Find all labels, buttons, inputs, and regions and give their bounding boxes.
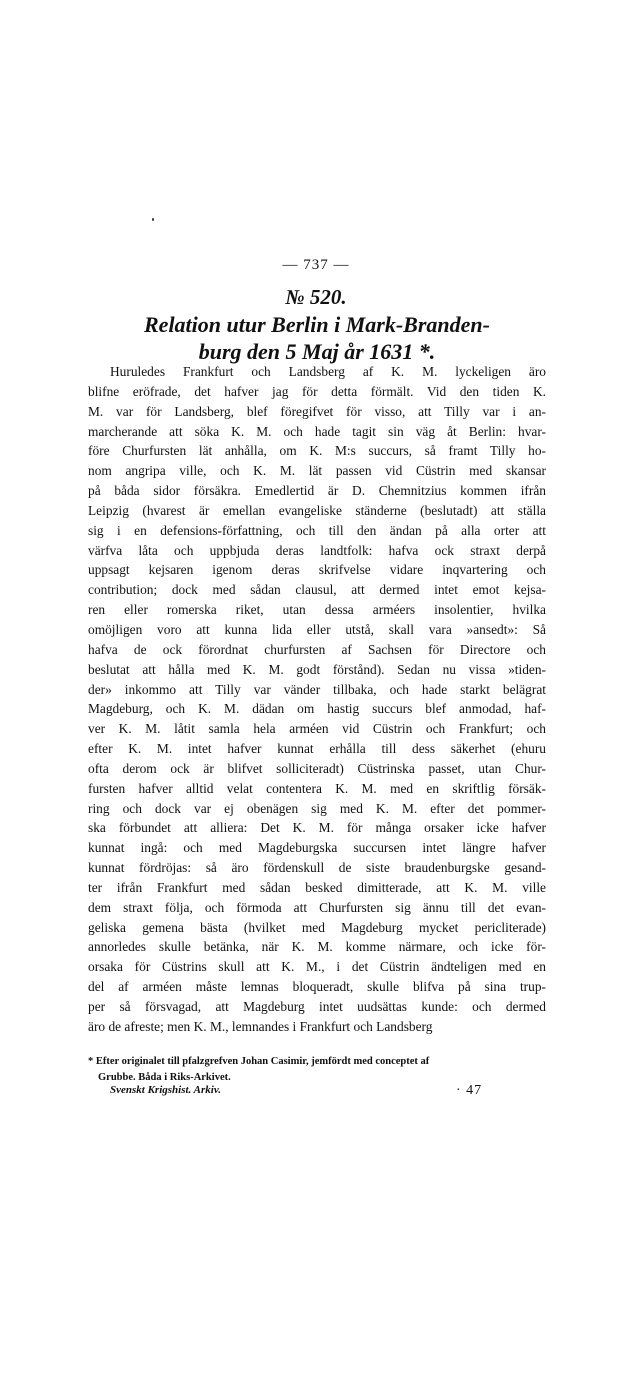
body-line: der» inkommo att Tilly var vänder tillbaka, och hade starkt belägrat [88,681,546,697]
body-line: äro de afreste; men K. M., lemnandes i Frankfurt och Landsberg [88,1018,433,1034]
body-line: fursten hafver alltid velat contentera K. M. med en skriftlig försäk- [88,780,546,796]
body-line: kunnat fördröjas: så äro fördenskull de siste braudenburgske gesand- [88,860,546,876]
footnote-line: Grubbe. Båda i Riks-Arkivet. [98,1072,231,1083]
body-line: marcherande att söka K. M. och hade tagit sin väg åt Berlin: hvar- [88,423,546,439]
sheet-signature: Svenskt Krigshist. Arkiv. [110,1084,222,1096]
heading-line: burg den 5 Maj år 1631 *. [198,339,436,364]
ink-speck [152,218,154,221]
body-line: på båda sidor försäkra. Emedlertid är D. Chemnitzius kommen ifrån [88,483,546,499]
body-line: annorledes skulle betänka, när K. M. komme närmare, och icke för- [88,939,546,955]
body-line: M. var för Landsberg, blef föregifvet för visso, att Tilly var i an- [88,403,546,419]
body-line: uppsagt kejsaren igenom deras skrifvelse vidare inqvartering och [88,562,546,578]
body-line: contribution; dock med sådan clausul, att dermed intet emot kejsa- [88,582,546,598]
body-line: ren eller romerska riket, utan dessa arméers insolentier, hvilka [88,602,546,618]
body-text [88,362,546,1037]
body-line: del af arméen måste lemnas bloqueradt, skulle blifva på sina trup- [88,979,546,995]
body-line: före Churfursten lät anhålla, om K. M:s succurs, så framt Tilly ho- [88,443,546,459]
heading-line: Relation utur Berlin i Mark-Branden- [144,312,490,337]
body-line: sig i en defensions-författning, och till den ändan på alla orter att [88,522,546,538]
body-line: dem straxt följa, och förmoda att Churfursten sig ännu till det evan- [88,899,546,915]
footnote-line: * Efter originalet till pfalzgrefven Johan Casimir, jemfördt med conceptet af [88,1056,430,1067]
body-line: orsaka för Cüstrins skull att K. M., i det Cüstrin ändteligen med en [88,959,546,975]
body-line: ofta derom ock är blifvet solliciteradt) Cüstrinska passet, utan Chur- [88,760,546,776]
footnote [88,1054,546,1086]
document-heading [88,311,546,365]
body-line: efter K. M. intet hafver kunnat erhålla till dess säkerhet (ehuru [88,741,546,757]
body-line: nom angripa ville, och K. M. lät passen vid Cüstrin med skansar [88,463,546,479]
body-line: Magdeburg, och K. M. dädan om hastig succurs blef anmodad, haf- [88,701,546,717]
body-line: per så försvagad, att Magdeburg intet uudsättas kunde: och dermed [88,999,546,1014]
body-line: Leipzig (hvarest är emellan evangeliske ständerne (beslutadt) att ställa [88,502,546,518]
body-line: omöjligen voro att kunna lida eller utstå, skall vara »ansedt»: Så [88,621,546,637]
body-line: ring och dock var ej obenägen sig med K. M. efter det pommer- [88,800,546,816]
body-line: ter ifrån Frankfurt med sådan besked dimitterade, att K. M. ville [88,879,546,895]
body-line: värfva låta och uppbjuda deras landtfolk: hafva ock straxt derpå [88,542,546,558]
document-number: № 520. [285,285,347,309]
body-line: geliska gemena bästa (hvilket med Magdeburg mycket pericliterade) [88,919,546,935]
body-line: hafva de ock förordnat churfursten af Sachsen för Directore och [88,641,546,657]
body-line: beslutat att hålla med K. M. godt förstånd). Sedan nu vissa »tiden- [88,661,546,677]
body-line: blifne eröfrade, det hafver jag för detta förmält. Vid den tiden K. [88,383,546,399]
page-number: — 737 — [282,257,350,273]
sheet-mark: · 47 [456,1083,483,1098]
body-line: ska förbundet att alliera: Det K. M. för många orsaker icke hafver [88,820,546,836]
body-line: Huruledes Frankfurt och Landsberg af K. M. lyckeligen äro [110,364,546,379]
body-line: ver K. M. låtit samla hela arméen vid Cüstrin och Frankfurt; och [88,721,546,737]
body-line: kunnat ingå: och med Magdeburgska succursen intet längre hafver [88,840,546,856]
